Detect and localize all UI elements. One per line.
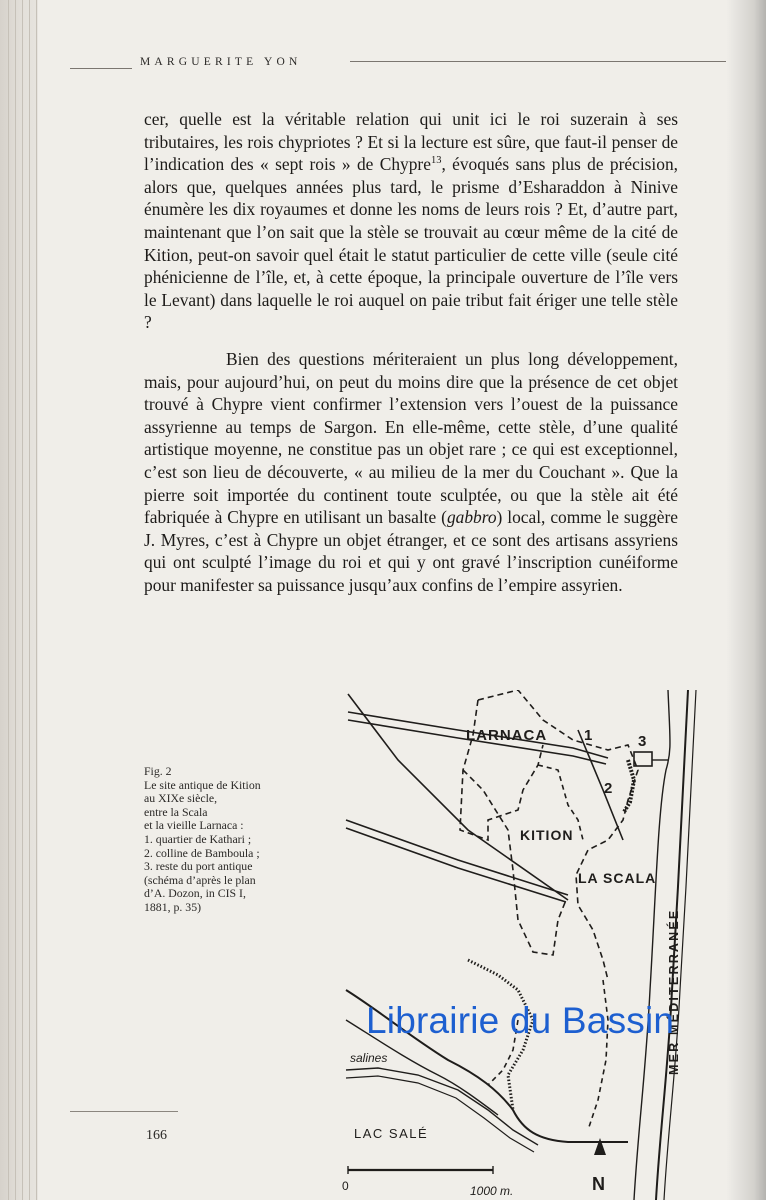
label-lac-sale: LAC SALÉ: [354, 1126, 429, 1141]
footer-rule: [70, 1111, 178, 1112]
caption-line: 1. quartier de Kathari ;: [144, 831, 252, 846]
caption-line: au XIXe siècle,: [144, 791, 218, 806]
label-scale-end: 1000 m.: [470, 1184, 514, 1198]
paragraph-1: cer, quelle est la véritable relation qui unit ici le roi suzerain à ses tributaires, les rois chypriotes ? Et si la lecture est sûre, que faut-il penser de l’indication des « sept rois » de Chypre$^{13}$, évoqués sans plus de précision, alors que, quelques années plus tard, le prisme d’Esharaddon à Ninive énumère les dix royaumes et donne les noms de leurs rois ? Et, d’autre part, maintenant que l’on sait que la stèle se trouvait au cœur même de la cité de Kition, peut-on savoir quel était le statut particulier de cette ville (seule cité phénicienne de l’île, et, à cette époque, la principale ouverture de l’île vers le Levant) dans laquelle le roi auquel on paie tribut fait ériger une telle stèle ?: [144, 109, 678, 333]
kition-site-map: [338, 690, 738, 1200]
ancient-port: [634, 752, 652, 766]
caption-line: 3. reste du port antique: [144, 859, 253, 874]
label-number-2: 2: [604, 780, 613, 797]
body-text: [144, 108, 678, 596]
caption-line: Fig. 2: [144, 764, 172, 778]
label-north: N: [592, 1174, 605, 1194]
header-rule-left: [70, 68, 132, 69]
label-la-scala: LA SCALA: [578, 870, 657, 886]
caption-line: Le site antique de Kition: [144, 777, 261, 792]
label-scale-start: 0: [342, 1179, 349, 1193]
header-rule-right: [350, 61, 726, 62]
north-arrow-icon: [594, 1138, 606, 1155]
paragraph-2: Bien des questions mériteraient un plus long développement, mais, pour aujourd’hui, on peut du moins dire que la présence de cet objet trouvé à Chypre vient confirmer l’extension vers l’ouest de la puissance assyrienne au temps de Sargon. En elle-même, cette stèle, d’une qualité artistique moyenne, ne constitue pas un objet rare ; ce qui est exceptionnel, c’est son lieu de découverte, « au milieu de la mer du Couchant ». Que la pierre soit importée du continent toute sculptée, ou que la stèle ait été fabriquée à Chypre en utilisant un basalte (gabbro) local, comme le suggère J. Myres, c’est à Chypre un objet étranger, et ce sont des artisans assyriens qui ont sculpté l’image du roi et qui y ont gravé l’inscription cunéiforme pour manifester sa puissance jusqu’aux confins de l’empire assyrien.: [144, 348, 678, 595]
caption-line: 2. colline de Bamboula ;: [144, 845, 260, 860]
caption-line: entre la Scala: [144, 804, 208, 819]
seller-watermark: Librairie du Bassin: [366, 1000, 675, 1041]
caption-line: (schéma d’après le plan: [144, 872, 256, 887]
label-sea: MER MÉDITERRANÉE: [667, 908, 681, 1075]
italic-term: gabbro: [446, 507, 497, 528]
caption-line: et la vieille Larnaca :: [144, 818, 244, 833]
label-salines: salines: [350, 1051, 388, 1065]
label-number-3: 3: [638, 733, 647, 750]
label-number-1: 1: [584, 727, 593, 744]
caption-line: d’A. Dozon, in CIS I,: [144, 886, 246, 901]
label-kition: KITION: [520, 827, 574, 843]
caption-line: 1881, p. 35): [144, 899, 202, 914]
label-larnaca: LARNACA: [466, 727, 548, 744]
page-number: 166: [146, 1128, 167, 1143]
bamboula-hill: [624, 760, 634, 812]
footnote-ref-13: 13: [430, 155, 442, 167]
running-head-author: MARGUERITE YON: [140, 56, 302, 68]
road-diagonal-b: [578, 730, 623, 840]
figure-caption: [144, 765, 294, 915]
